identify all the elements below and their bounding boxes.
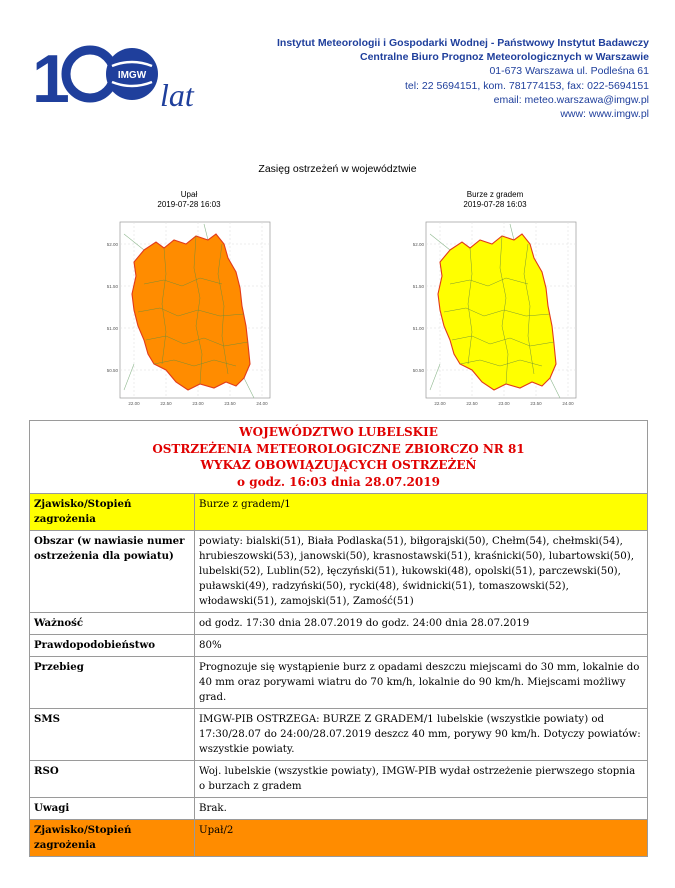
row-label: Prawdopodobieństwo	[30, 635, 195, 657]
maps-title: Zasięg ostrzeżeń w województwie	[258, 163, 417, 175]
logo-number: 1	[32, 41, 70, 112]
map-lon-tick: 22.50	[160, 401, 172, 406]
phenomenon-row	[30, 494, 648, 531]
storm-warning-map	[410, 190, 580, 410]
warnings-table	[29, 420, 648, 857]
heat-warning-map	[104, 190, 274, 410]
title-list: WYKAZ OBOWIĄZUJĄCYCH OSTRZEŻEŃ	[200, 458, 477, 472]
map-lon-tick: 24.00	[256, 401, 268, 406]
map-lat-tick: 52.00	[106, 242, 118, 247]
map-lon-tick: 23.00	[192, 401, 204, 406]
website: www: www.imgw.pl	[560, 108, 649, 121]
logo-suffix: lat	[160, 77, 194, 112]
map-lon-tick: 22.00	[128, 401, 140, 406]
row-value: IMGW-PIB OSTRZEGA: BURZE Z GRADEM/1 lubelskie (wszystkie powiaty) od 17:30/28.07 do 24:00/28.07.2019 deszcz 40 mm, porywy 90 km/h. Dotyczy powiatów: wszystkie powiaty.	[195, 709, 648, 761]
map-lon-tick: 24.00	[562, 401, 574, 406]
probability-row	[30, 635, 648, 657]
phone-numbers: tel: 22 5694151, kom. 781774153, fax: 022-5694151	[404, 79, 649, 92]
map-lat-tick: 50.50	[106, 368, 118, 373]
map-lon-tick: 23.50	[530, 401, 542, 406]
remarks-row	[30, 798, 648, 820]
map-phenomenon: Upał	[180, 190, 198, 199]
map-left-svg	[104, 214, 274, 410]
bureau-name: Centralne Biuro Prognoz Meteorologicznych w Warszawie	[360, 51, 649, 64]
table-title-row	[30, 421, 648, 494]
table-title	[30, 421, 648, 494]
row-label: SMS	[30, 709, 195, 761]
map-timestamp: 2019-07-28 16:03	[157, 200, 221, 209]
row-label: Zjawisko/Stopień zagrożenia	[30, 494, 195, 531]
map-right-svg	[410, 214, 580, 410]
area-row	[30, 531, 648, 613]
map-lon-tick: 22.50	[466, 401, 478, 406]
map-lat-tick: 51.00	[106, 326, 118, 331]
row-label: Przebieg	[30, 657, 195, 709]
row-value: od godz. 17:30 dnia 28.07.2019 do godz. 24:00 dnia 28.07.2019	[195, 613, 648, 635]
sms-row	[30, 709, 648, 761]
map-lat-tick: 51.00	[412, 326, 424, 331]
map-phenomenon: Burze z gradem	[466, 190, 524, 199]
course-row	[30, 657, 648, 709]
phenomenon-row-2	[30, 820, 648, 857]
map-lat-tick: 52.00	[412, 242, 424, 247]
map-lon-tick: 23.50	[224, 401, 236, 406]
map-lat-tick: 51.50	[412, 284, 424, 289]
map-lat-tick: 50.50	[412, 368, 424, 373]
row-value: Brak.	[195, 798, 648, 820]
row-label: RSO	[30, 761, 195, 798]
row-value: Prognozuje się wystąpienie burz z opadami deszczu miejscami do 30 mm, lokalnie do 40 mm oraz porywami wiatru do 70 km/h, lokalnie do 90 km/h. Miejscami możliwy grad.	[195, 657, 648, 709]
row-label: Zjawisko/Stopień zagrożenia	[30, 820, 195, 857]
validity-row	[30, 613, 648, 635]
map-lat-tick: 51.50	[106, 284, 118, 289]
row-value: 80%	[195, 635, 648, 657]
email: email: meteo.warszawa@imgw.pl	[493, 93, 649, 106]
title-voivodeship: WOJEWÓDZTWO LUBELSKIE	[239, 425, 438, 439]
institution-header	[249, 36, 649, 121]
title-time: o godz. 16:03 dnia 28.07.2019	[237, 474, 440, 489]
logo-emblem-text: IMGW	[117, 70, 147, 81]
map-lon-tick: 22.00	[434, 401, 446, 406]
imgw-100-lat-logo	[32, 40, 212, 112]
map-lon-tick: 23.00	[498, 401, 510, 406]
map-timestamp: 2019-07-28 16:03	[463, 200, 527, 209]
row-label: Obszar (w nawiasie numer ostrzeżenia dla powiatu)	[30, 531, 195, 613]
rso-row	[30, 761, 648, 798]
title-warnings: OSTRZEŻENIA METEOROLOGICZNE ZBIORCZO NR 81	[152, 441, 525, 456]
row-label: Uwagi	[30, 798, 195, 820]
row-value: Burze z gradem/1	[195, 494, 648, 531]
row-value: Woj. lubelskie (wszystkie powiaty), IMGW-PIB wydał ostrzeżenie pierwszego stopnia o burzach z gradem	[195, 761, 648, 798]
row-label: Ważność	[30, 613, 195, 635]
row-value: powiaty: bialski(51), Biała Podlaska(51), biłgorajski(50), Chełm(54), chełmski(54), hrubieszowski(53), janowski(50), krasnostawski(51), kraśnicki(50), lubartowski(50), lubelski(52), Lublin(52), łęczyński(51), łukowski(48), opolski(51), parczewski(50), puławski(49), radzyński(50), rycki(48), świdnicki(51), tomaszowski(52), włodawski(51), zamojski(51), Zamość(51)	[195, 531, 648, 613]
address: 01-673 Warszawa ul. Podleśna 61	[489, 65, 649, 78]
institute-name: Instytut Meteorologii i Gospodarki Wodnej - Państwowy Instytut Badawczy	[276, 37, 649, 49]
row-value: Upał/2	[195, 820, 648, 857]
